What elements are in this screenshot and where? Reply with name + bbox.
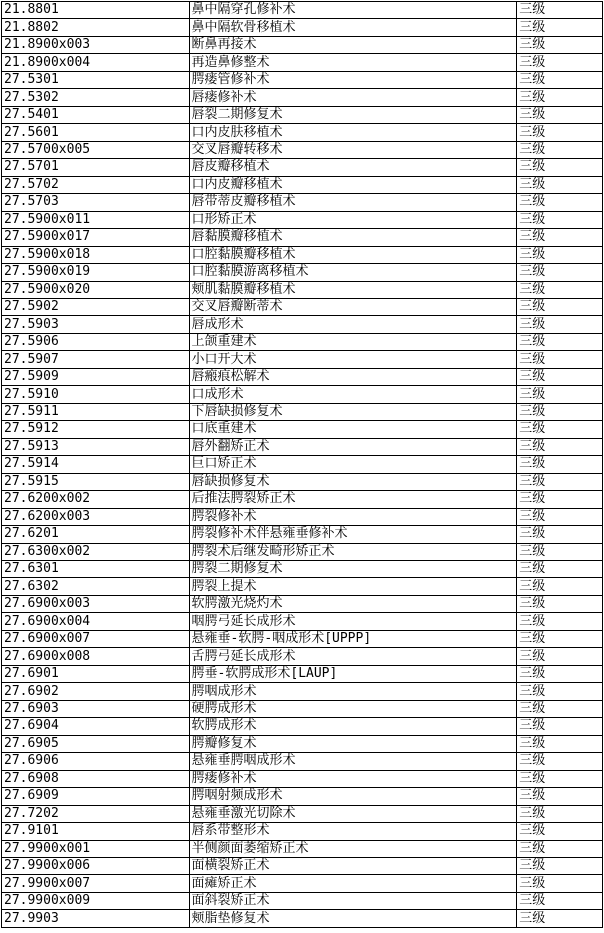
table-row	[2, 246, 603, 263]
procedure-level-cell: 三级	[517, 36, 603, 53]
procedure-name-cell: 悬雍垂腭咽成形术	[189, 753, 517, 770]
procedure-name-cell: 腭裂上提术	[189, 578, 517, 595]
procedure-code-cell: 27.5902	[2, 298, 190, 315]
table-row	[2, 264, 603, 281]
table-row	[2, 683, 603, 700]
table-row	[2, 770, 603, 787]
procedure-level-cell: 三级	[517, 438, 603, 455]
table-row	[2, 508, 603, 525]
table-row	[2, 438, 603, 455]
table-row	[2, 840, 603, 857]
table-row	[2, 229, 603, 246]
procedure-name-cell: 腭咽成形术	[189, 683, 517, 700]
procedure-code-cell: 21.8801	[2, 2, 190, 19]
procedure-level-cell: 三级	[517, 124, 603, 141]
procedure-code-cell: 27.5913	[2, 438, 190, 455]
procedure-level-cell: 三级	[517, 875, 603, 892]
procedure-level-cell: 三级	[517, 613, 603, 630]
procedure-name-cell: 口腔黏膜游离移植术	[189, 264, 517, 281]
procedure-level-cell: 三级	[517, 54, 603, 71]
procedure-level-cell: 三级	[517, 229, 603, 246]
procedure-name-cell: 悬雍垂激光切除术	[189, 805, 517, 822]
procedure-code-cell: 27.9903	[2, 910, 190, 927]
procedure-code-cell: 27.6900x004	[2, 613, 190, 630]
procedure-name-cell: 口腔黏膜瓣移植术	[189, 246, 517, 263]
procedure-level-cell: 三级	[517, 910, 603, 927]
procedure-level-cell: 三级	[517, 298, 603, 315]
procedure-code-cell: 27.5601	[2, 124, 190, 141]
table-row	[2, 526, 603, 543]
procedure-code-cell: 27.5906	[2, 333, 190, 350]
procedure-name-cell: 颊脂垫修复术	[189, 910, 517, 927]
procedure-name-cell: 后推法腭裂矫正术	[189, 491, 517, 508]
procedure-code-cell: 27.6901	[2, 665, 190, 682]
procedure-code-cell: 27.5903	[2, 316, 190, 333]
procedure-name-cell: 交叉唇瓣断蒂术	[189, 298, 517, 315]
table-row	[2, 298, 603, 315]
procedure-level-cell: 三级	[517, 176, 603, 193]
procedure-level-cell: 三级	[517, 473, 603, 490]
procedure-code-cell: 27.5907	[2, 351, 190, 368]
procedure-level-cell: 三级	[517, 19, 603, 36]
procedure-name-cell: 交叉唇瓣转移术	[189, 141, 517, 158]
procedure-level-cell: 三级	[517, 368, 603, 385]
procedure-level-cell: 三级	[517, 508, 603, 525]
procedure-code-cell: 27.6903	[2, 700, 190, 717]
procedure-code-cell: 27.5900x019	[2, 264, 190, 281]
procedure-code-cell: 27.6905	[2, 735, 190, 752]
procedure-level-cell: 三级	[517, 857, 603, 874]
procedure-name-cell: 再造鼻修整术	[189, 54, 517, 71]
procedure-name-cell: 唇成形术	[189, 316, 517, 333]
procedure-code-cell: 27.6900x008	[2, 648, 190, 665]
procedure-name-cell: 鼻中隔软骨移植术	[189, 19, 517, 36]
procedure-name-cell: 口内皮肤移植术	[189, 124, 517, 141]
procedure-code-cell: 27.6909	[2, 788, 190, 805]
table-row	[2, 665, 603, 682]
table-row	[2, 578, 603, 595]
procedure-name-cell: 腭裂修补术伴悬雍垂修补术	[189, 526, 517, 543]
procedure-name-cell: 唇系带整形术	[189, 823, 517, 840]
procedure-name-cell: 悬雍垂-软腭-咽成形术[UPPP]	[189, 630, 517, 647]
procedure-name-cell: 腭裂二期修复术	[189, 561, 517, 578]
procedure-name-cell: 腭垂-软腭成形术[LAUP]	[189, 665, 517, 682]
procedure-level-cell: 三级	[517, 648, 603, 665]
procedure-code-cell: 27.5700x005	[2, 141, 190, 158]
procedure-code-cell: 27.6201	[2, 526, 190, 543]
procedure-level-cell: 三级	[517, 718, 603, 735]
procedure-name-cell: 唇缺损修复术	[189, 473, 517, 490]
table-row	[2, 333, 603, 350]
table-row	[2, 71, 603, 88]
procedure-code-cell: 27.5703	[2, 194, 190, 211]
table-row	[2, 561, 603, 578]
table-row	[2, 211, 603, 228]
procedure-code-cell: 27.5911	[2, 403, 190, 420]
procedure-level-cell: 三级	[517, 106, 603, 123]
procedure-name-cell: 口底重建术	[189, 421, 517, 438]
table-row	[2, 473, 603, 490]
procedure-level-cell: 三级	[517, 89, 603, 106]
table-row	[2, 491, 603, 508]
procedure-code-cell: 27.9900x009	[2, 892, 190, 909]
table-row	[2, 403, 603, 420]
procedure-code-cell: 27.5301	[2, 71, 190, 88]
table-row	[2, 910, 603, 927]
table-row	[2, 368, 603, 385]
procedure-name-cell: 口形矫正术	[189, 211, 517, 228]
procedure-name-cell: 断鼻再接术	[189, 36, 517, 53]
procedure-code-cell: 27.5302	[2, 89, 190, 106]
procedure-code-cell: 27.5910	[2, 386, 190, 403]
procedure-code-cell: 27.5900x011	[2, 211, 190, 228]
procedure-code-cell: 27.9900x007	[2, 875, 190, 892]
procedure-code-cell: 27.6300x002	[2, 543, 190, 560]
table-row	[2, 194, 603, 211]
procedure-level-cell: 三级	[517, 892, 603, 909]
procedure-name-cell: 软腭成形术	[189, 718, 517, 735]
procedure-code-cell: 27.6900x003	[2, 595, 190, 612]
procedure-level-cell: 三级	[517, 71, 603, 88]
procedure-name-cell: 唇黏膜瓣移植术	[189, 229, 517, 246]
procedure-level-cell: 三级	[517, 840, 603, 857]
procedure-name-cell: 腭裂修补术	[189, 508, 517, 525]
procedure-name-cell: 唇瘘修补术	[189, 89, 517, 106]
table-row	[2, 421, 603, 438]
table-row	[2, 316, 603, 333]
procedure-level-cell: 三级	[517, 753, 603, 770]
procedure-code-cell: 27.6906	[2, 753, 190, 770]
table-row	[2, 89, 603, 106]
procedure-code-cell: 27.6900x007	[2, 630, 190, 647]
procedure-level-cell: 三级	[517, 386, 603, 403]
procedure-name-cell: 唇瘢痕松解术	[189, 368, 517, 385]
procedure-level-cell: 三级	[517, 788, 603, 805]
procedure-name-cell: 下唇缺损修复术	[189, 403, 517, 420]
table-row	[2, 106, 603, 123]
procedure-level-cell: 三级	[517, 246, 603, 263]
procedure-level-cell: 三级	[517, 700, 603, 717]
procedure-code-cell: 27.9101	[2, 823, 190, 840]
procedure-code-cell: 27.6200x002	[2, 491, 190, 508]
table-row	[2, 700, 603, 717]
procedure-code-cell: 27.5915	[2, 473, 190, 490]
table-row	[2, 892, 603, 909]
procedure-code-cell: 27.6302	[2, 578, 190, 595]
table-row	[2, 613, 603, 630]
procedure-name-cell: 面斜裂矫正术	[189, 892, 517, 909]
procedure-name-cell: 巨口矫正术	[189, 456, 517, 473]
procedure-level-cell: 三级	[517, 281, 603, 298]
procedure-code-cell: 27.6902	[2, 683, 190, 700]
procedure-name-cell: 半侧颜面萎缩矫正术	[189, 840, 517, 857]
table-row	[2, 36, 603, 53]
procedure-level-cell: 三级	[517, 264, 603, 281]
procedure-code-cell: 27.9900x001	[2, 840, 190, 857]
procedure-code-cell: 27.5401	[2, 106, 190, 123]
table-row	[2, 543, 603, 560]
procedure-table	[1, 1, 603, 928]
table-row	[2, 735, 603, 752]
procedure-code-cell: 21.8802	[2, 19, 190, 36]
table-row	[2, 595, 603, 612]
procedure-name-cell: 口内皮瓣移植术	[189, 176, 517, 193]
procedure-name-cell: 上颌重建术	[189, 333, 517, 350]
procedure-name-cell: 唇皮瓣移植术	[189, 159, 517, 176]
procedure-level-cell: 三级	[517, 526, 603, 543]
procedure-name-cell: 舌腭弓延长成形术	[189, 648, 517, 665]
procedure-code-cell: 27.5909	[2, 368, 190, 385]
table-row	[2, 875, 603, 892]
table-row	[2, 753, 603, 770]
procedure-level-cell: 三级	[517, 543, 603, 560]
procedure-code-cell: 27.6908	[2, 770, 190, 787]
table-row	[2, 456, 603, 473]
table-row	[2, 2, 603, 19]
procedure-level-cell: 三级	[517, 578, 603, 595]
table-row	[2, 788, 603, 805]
procedure-table-body	[2, 2, 603, 928]
procedure-level-cell: 三级	[517, 456, 603, 473]
procedure-code-cell: 27.9900x006	[2, 857, 190, 874]
procedure-name-cell: 硬腭成形术	[189, 700, 517, 717]
procedure-code-cell: 27.5900x020	[2, 281, 190, 298]
procedure-level-cell: 三级	[517, 595, 603, 612]
procedure-name-cell: 腭瘘修补术	[189, 770, 517, 787]
table-row	[2, 630, 603, 647]
procedure-level-cell: 三级	[517, 421, 603, 438]
procedure-name-cell: 腭裂术后继发畸形矫正术	[189, 543, 517, 560]
procedure-code-cell: 27.6301	[2, 561, 190, 578]
table-row	[2, 19, 603, 36]
procedure-name-cell: 鼻中隔穿孔修补术	[189, 2, 517, 19]
procedure-level-cell: 三级	[517, 316, 603, 333]
procedure-level-cell: 三级	[517, 683, 603, 700]
procedure-code-cell: 27.5701	[2, 159, 190, 176]
procedure-level-cell: 三级	[517, 211, 603, 228]
procedure-name-cell: 面瘫矫正术	[189, 875, 517, 892]
procedure-name-cell: 软腭激光烧灼术	[189, 595, 517, 612]
table-row	[2, 54, 603, 71]
procedure-code-cell: 27.5914	[2, 456, 190, 473]
procedure-level-cell: 三级	[517, 159, 603, 176]
procedure-name-cell: 颊肌黏膜瓣移植术	[189, 281, 517, 298]
procedure-code-cell: 27.6904	[2, 718, 190, 735]
table-row	[2, 351, 603, 368]
procedure-code-cell: 27.5900x017	[2, 229, 190, 246]
table-row	[2, 141, 603, 158]
procedure-code-cell: 21.8900x003	[2, 36, 190, 53]
procedure-level-cell: 三级	[517, 194, 603, 211]
procedure-code-cell: 27.6200x003	[2, 508, 190, 525]
procedure-code-cell: 27.7202	[2, 805, 190, 822]
procedure-level-cell: 三级	[517, 805, 603, 822]
procedure-code-cell: 27.5912	[2, 421, 190, 438]
table-row	[2, 718, 603, 735]
procedure-level-cell: 三级	[517, 630, 603, 647]
table-row	[2, 386, 603, 403]
table-row	[2, 159, 603, 176]
table-row	[2, 805, 603, 822]
table-row	[2, 823, 603, 840]
table-row	[2, 176, 603, 193]
procedure-code-cell: 27.5702	[2, 176, 190, 193]
procedure-name-cell: 咽腭弓延长成形术	[189, 613, 517, 630]
procedure-name-cell: 唇带蒂皮瓣移植术	[189, 194, 517, 211]
procedure-code-cell: 27.5900x018	[2, 246, 190, 263]
procedure-name-cell: 面横裂矫正术	[189, 857, 517, 874]
procedure-level-cell: 三级	[517, 491, 603, 508]
table-row	[2, 281, 603, 298]
procedure-code-cell: 21.8900x004	[2, 54, 190, 71]
procedure-level-cell: 三级	[517, 2, 603, 19]
table-row	[2, 124, 603, 141]
table-row	[2, 857, 603, 874]
procedure-name-cell: 唇裂二期修复术	[189, 106, 517, 123]
procedure-name-cell: 腭瘘管修补术	[189, 71, 517, 88]
procedure-name-cell: 腭咽射频成形术	[189, 788, 517, 805]
procedure-level-cell: 三级	[517, 823, 603, 840]
procedure-level-cell: 三级	[517, 141, 603, 158]
procedure-name-cell: 口成形术	[189, 386, 517, 403]
procedure-level-cell: 三级	[517, 333, 603, 350]
procedure-level-cell: 三级	[517, 770, 603, 787]
procedure-level-cell: 三级	[517, 351, 603, 368]
table-row	[2, 648, 603, 665]
procedure-level-cell: 三级	[517, 735, 603, 752]
procedure-name-cell: 小口开大术	[189, 351, 517, 368]
procedure-name-cell: 唇外翻矫正术	[189, 438, 517, 455]
procedure-name-cell: 腭瓣修复术	[189, 735, 517, 752]
procedure-level-cell: 三级	[517, 665, 603, 682]
procedure-level-cell: 三级	[517, 403, 603, 420]
procedure-level-cell: 三级	[517, 561, 603, 578]
